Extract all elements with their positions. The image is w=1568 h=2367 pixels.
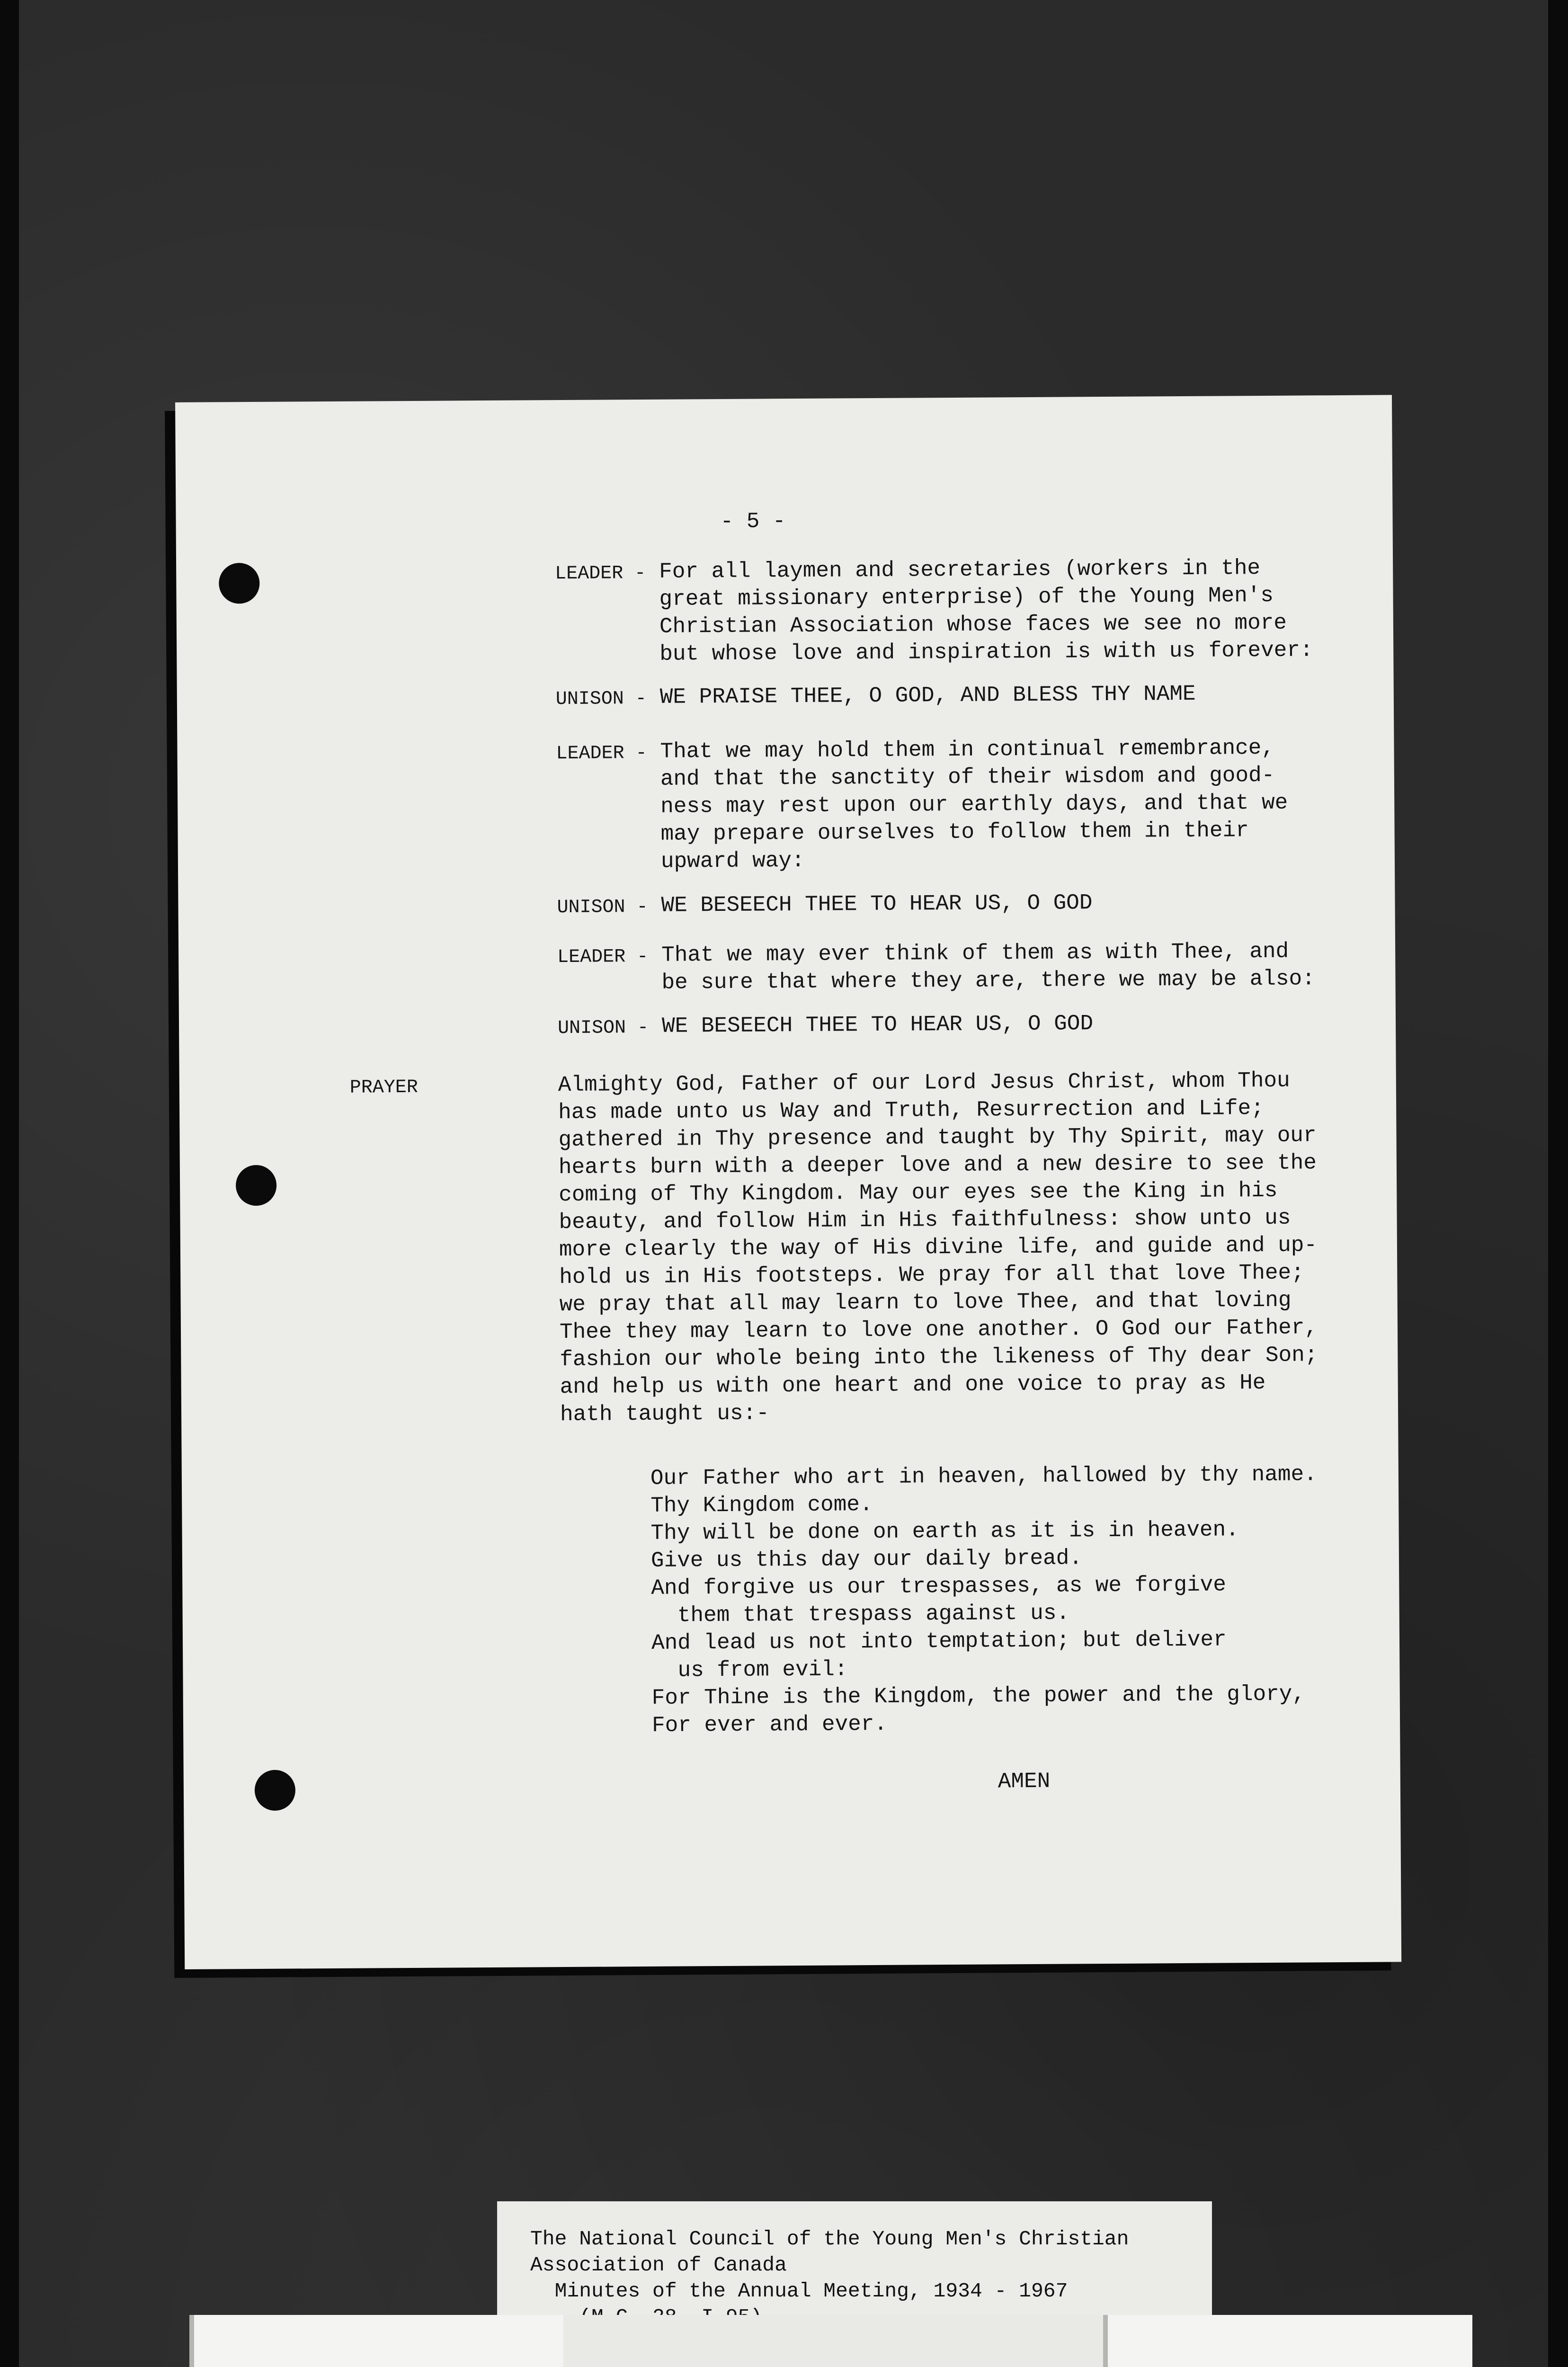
prayer-line: Thee they may learn to love one another. O God our Father, <box>559 1315 1318 1345</box>
punch-hole-middle <box>236 1165 277 1206</box>
litany-line: great missionary enterprise) of the Young Men's <box>659 583 1274 612</box>
litany-line: and that the sanctity of their wisdom and good- <box>660 763 1275 792</box>
litany-line: but whose love and inspiration is with us forever: <box>659 638 1313 667</box>
litany-response: WE BESEECH THEE TO HEAR US, O GOD <box>661 890 1093 918</box>
prayer-label: PRAYER <box>349 1077 419 1099</box>
prayer-line: Almighty God, Father of our Lord Jesus Christ, whom Thou <box>558 1068 1290 1098</box>
lords-prayer-line: Give us this day our daily bread. <box>650 1546 1083 1573</box>
litany-response: WE BESEECH THEE TO HEAR US, O GOD <box>661 1011 1094 1039</box>
prayer-line: hearts burn with a deeper love and a new desire to see the <box>558 1150 1317 1180</box>
prayer-line: gathered in Thy presence and taught by Thy Spirit, may our <box>558 1123 1317 1153</box>
litany-line: upward way: <box>660 848 805 874</box>
lords-prayer-line: Our Father who art in heaven, hallowed by thy name. <box>650 1462 1317 1491</box>
speaker-label: LEADER - <box>556 742 647 765</box>
litany-line: may prepare ourselves to follow them in their <box>660 818 1249 846</box>
prayer-line: beauty, and follow Him in His faithfulness: show unto us <box>559 1205 1291 1235</box>
page-number: - 5 - <box>720 509 786 534</box>
speaker-label: UNISON - <box>555 688 647 711</box>
amen: AMEN <box>998 1769 1051 1794</box>
tape-right <box>1103 2315 1472 2367</box>
lords-prayer-line: us from evil: <box>651 1657 848 1683</box>
right-shadow <box>1548 0 1568 2367</box>
litany-line: be sure that where they are, there we may be also: <box>661 966 1315 995</box>
lords-prayer-line: And lead us not into temptation; but deliver <box>651 1627 1227 1655</box>
tape-left <box>189 2315 563 2367</box>
lords-prayer-line: them that trespass against us. <box>651 1601 1070 1628</box>
left-shadow <box>0 0 19 2367</box>
punch-hole-bottom <box>255 1770 296 1811</box>
speaker-label: LEADER - <box>557 946 649 969</box>
speaker-label: UNISON - <box>557 1017 649 1040</box>
prayer-line: more clearly the way of His divine life, and guide and up- <box>559 1233 1318 1263</box>
prayer-line: hath taught us:- <box>560 1401 769 1427</box>
litany-line: ness may rest upon our earthly days, and that we <box>660 790 1288 819</box>
lords-prayer-line: Thy Kingdom come. <box>650 1492 873 1518</box>
litany-response: WE PRAISE THEE, O GOD, AND BLESS THY NAME <box>659 681 1196 710</box>
speaker-label: LEADER - <box>555 562 646 585</box>
punch-hole-top <box>219 563 260 604</box>
card-line: The National Council of the Young Men's Christian <box>530 2227 1129 2251</box>
archive-box-label <box>189 2315 1468 2367</box>
prayer-line: has made unto us Way and Truth, Resurrection and Life; <box>558 1095 1264 1125</box>
litany-line: That we may hold them in continual remembrance, <box>660 735 1275 764</box>
card-line: Minutes of the Annual Meeting, 1934 - 1967 <box>530 2279 1068 2303</box>
lords-prayer-line: For Thine is the Kingdom, the power and the glory, <box>651 1682 1306 1710</box>
lords-prayer-line: For ever and ever. <box>651 1711 888 1738</box>
prayer-line: and help us with one heart and one voice to pray as He <box>560 1370 1266 1400</box>
litany-line: For all laymen and secretaries (workers in the <box>659 556 1261 584</box>
prayer-line: we pray that all may learn to love Thee, and that loving <box>559 1288 1292 1317</box>
litany-line: Christian Association whose faces we see no more <box>659 610 1287 639</box>
litany-line: That we may ever think of them as with Thee, and <box>661 939 1289 968</box>
card-line: Association of Canada <box>530 2253 787 2277</box>
prayer-line: coming of Thy Kingdom. May our eyes see the King in his <box>559 1178 1278 1208</box>
lords-prayer-line: And forgive us our trespasses, as we forgive <box>651 1572 1227 1601</box>
lords-prayer-line: Thy will be done on earth as it is in heaven. <box>650 1517 1239 1546</box>
prayer-line: hold us in His footsteps. We pray for all that love Thee; <box>559 1260 1304 1290</box>
prayer-line: fashion our whole being into the likeness of Thy dear Son; <box>560 1343 1318 1372</box>
speaker-label: UNISON - <box>557 896 648 919</box>
typed-page <box>175 395 1401 1969</box>
